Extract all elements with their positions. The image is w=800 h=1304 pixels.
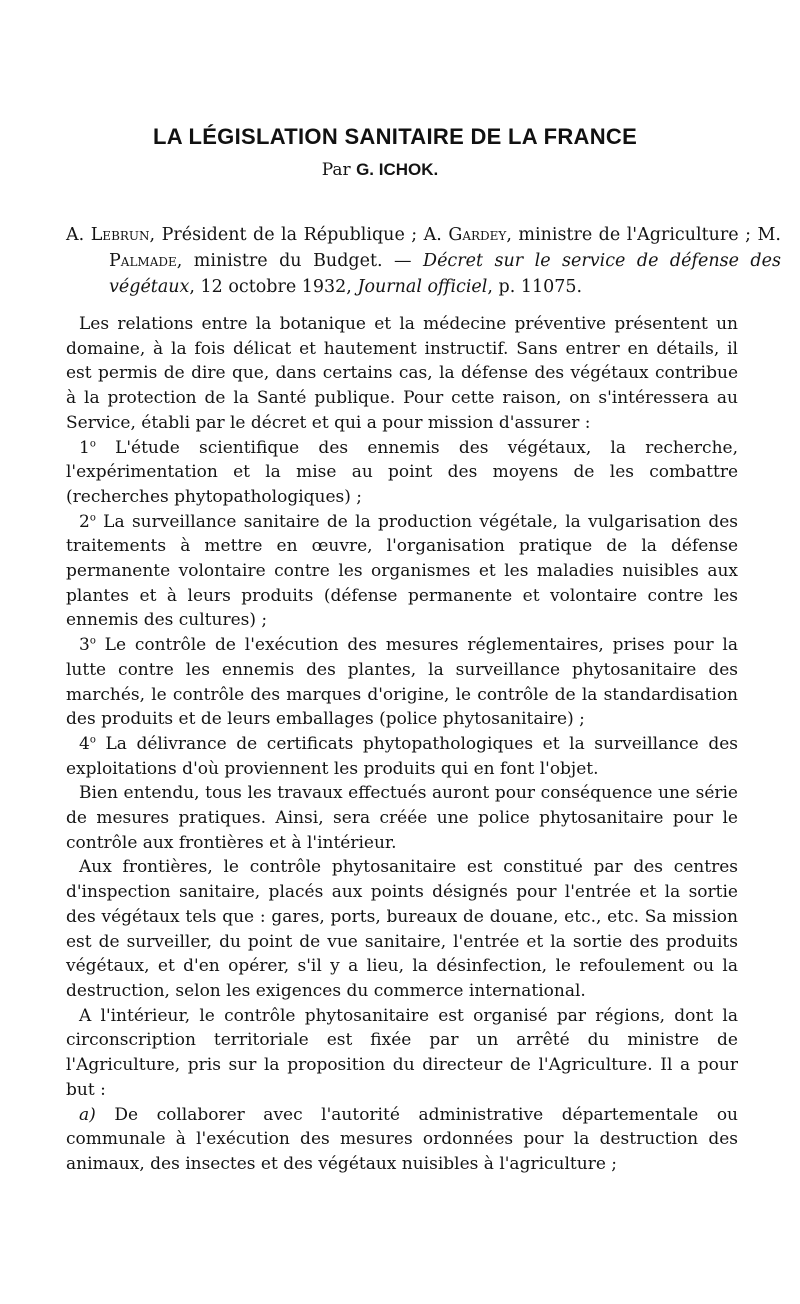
item-text: La surveillance sanitaire de la production végétale, la vulgarisation des traitements à mettre en œuvre, l'organisation pratique de la défense permanente volontaire contre les organismes et les maladies nuisibles aux plantes et à leurs produits (défense permanente et volontaire contre les ennemis des cultures) ; [66, 511, 738, 631]
item-letter: a) [79, 1104, 96, 1125]
signatory-name: Palmade [109, 251, 177, 271]
border-control-paragraph: Aux frontières, le contrôle phytosanitaire est constitué par des centres d'inspection sanitaire, placés aux points désignés pour l'entrée et la sortie des végétaux tels que : gares, ports, bureaux de douane, etc., etc. Sa mission est de surveiller, du point de vue sanitaire, l'entrée et la sortie des produits végétaux, et d'en opérer, s'il y a lieu, la désinfection, le refoulement ou la destruction, selon les exigences du commerce international. [66, 857, 738, 1001]
intro-paragraph: Les relations entre la botanique et la médecine préventive présentent un domaine, à la fois délicat et hautement instructif. Sans entrer en détails, il est permis de dire que, dans certains cas, la défense des végétaux contribue à la protection de la Santé publique. Pour cette raison, on s'intéressera au Service, établi par le décret et qui a pour mission d'assurer : [66, 314, 738, 433]
bibliographic-reference [66, 222, 781, 300]
item-degree: o [89, 511, 96, 523]
decree-date: , 12 octobre 1932, [189, 277, 352, 297]
mission-item-2 [66, 510, 738, 634]
item-number: 1 [79, 437, 90, 458]
practical-measures-paragraph: Bien entendu, tous les travaux effectués auront pour conséquence une série de mesures pratiques. Ainsi, sera créée une police phytosanitaire pour le contrôle aux frontières et à l'intérieur. [66, 783, 738, 853]
byline-prefix: Par [321, 160, 351, 180]
byline [0, 160, 760, 180]
item-text: De collaborer avec l'autorité administrative départementale ou communale à l'exécution des mesures ordonnées pour la destruction des animaux, des insectes et des végétaux nuisibles à l'agriculture ; [66, 1104, 738, 1174]
item-text: L'étude scientifique des ennemis des végétaux, la recherche, l'expérimentation et la mise au point des moyens de les combattre (recherches phytopathologiques) ; [66, 437, 738, 507]
signatory-role: , ministre du Budget. — [176, 251, 412, 271]
signatory-role: , Président de la République ; [149, 225, 418, 245]
mission-item-1 [66, 436, 738, 510]
signatory-name: Gardey [448, 225, 507, 245]
article-body [66, 312, 738, 1177]
journal-name: Journal officiel [357, 277, 488, 297]
mission-item-3 [66, 633, 738, 732]
objective-item-a [66, 1103, 738, 1177]
interior-control-paragraph: A l'intérieur, le contrôle phytosanitaire est organisé par régions, dont la circonscription territoriale est fixée par un arrêté du ministre de l'Agriculture, pris sur la proposition du directeur de l'Agriculture. Il a pour but : [66, 1005, 738, 1100]
signatory-initial: A. [423, 225, 442, 245]
signatory-name: Lebrun [90, 225, 150, 245]
byline-author: G. ICHOK. [356, 160, 439, 179]
article-title: LA LÉGISLATION SANITAIRE DE LA FRANCE [152, 124, 638, 149]
decree-title: Décret sur le service de défense des végétaux [109, 251, 781, 297]
item-number: 4 [79, 733, 90, 754]
signatory-role: , ministre de l'Agriculture ; [506, 225, 751, 245]
item-degree: o [89, 635, 96, 647]
mission-item-4 [66, 732, 738, 781]
signatory-initial: A. [66, 225, 85, 245]
item-text: La délivrance de certificats phytopathologiques et la surveillance des exploitations d'où proviennent les produits qui en font l'objet. [66, 733, 738, 779]
journal-page: , p. 11075. [487, 277, 583, 297]
item-degree: o [89, 437, 96, 449]
signatory-initial: M. [757, 225, 781, 245]
item-number: 2 [79, 511, 90, 532]
item-number: 3 [79, 635, 90, 656]
item-text: Le contrôle de l'exécution des mesures réglementaires, prises pour la lutte contre les ennemis des plantes, la surveillance phytosanitaire des marchés, le contrôle des marques d'origine, le contrôle de la standardisation des produits et de leurs emballages (police phytosanitaire) ; [66, 635, 738, 730]
item-degree: o [89, 734, 96, 746]
